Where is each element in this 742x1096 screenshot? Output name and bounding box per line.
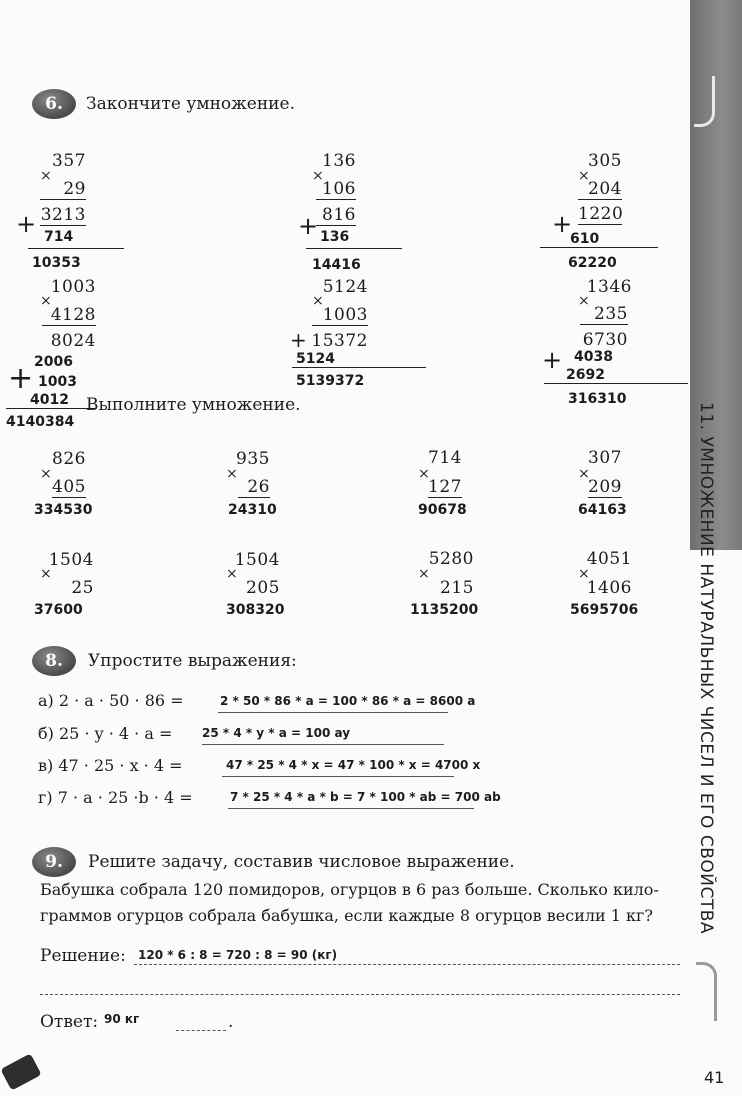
multiplier: 235 bbox=[580, 304, 628, 325]
multiplicand: 305 bbox=[588, 151, 622, 171]
partial-product: 8024 bbox=[50, 331, 96, 351]
times-sign: × bbox=[312, 168, 324, 184]
bracket-decoration bbox=[694, 76, 715, 127]
plus-sign: + bbox=[542, 346, 563, 374]
task-heading: Выполните умножение. bbox=[86, 395, 301, 415]
answer-line bbox=[176, 1030, 226, 1031]
product-result: 14416 bbox=[312, 257, 361, 273]
sum-line bbox=[6, 408, 96, 409]
partial-product: 136 bbox=[320, 229, 350, 245]
partial-product: 2006 bbox=[34, 354, 73, 370]
product-result: 62220 bbox=[568, 255, 617, 271]
times-sign: × bbox=[418, 566, 430, 582]
task-text: граммов огурцов собрала бабушка, если каждые 8 огурцов весили 1 кг? bbox=[40, 906, 654, 925]
times-sign: × bbox=[40, 466, 52, 482]
multiplier: 209 bbox=[588, 477, 622, 497]
multiplicand: 714 bbox=[428, 448, 462, 468]
task-number-badge: 9. bbox=[32, 847, 76, 877]
sum-line bbox=[540, 247, 658, 248]
plus-sign: + bbox=[16, 210, 37, 238]
product-result: 308320 bbox=[226, 602, 285, 618]
partial-product: 2692 bbox=[566, 367, 605, 383]
times-sign: × bbox=[226, 566, 238, 582]
times-sign: × bbox=[578, 168, 590, 184]
answer-line bbox=[134, 964, 680, 965]
product-result: 64163 bbox=[578, 502, 627, 518]
answer-line bbox=[222, 776, 454, 777]
multiplicand: 5280 bbox=[428, 549, 474, 569]
answer-period: . bbox=[228, 1012, 234, 1032]
partial-product: 6730 bbox=[582, 330, 628, 350]
times-sign: × bbox=[40, 168, 52, 184]
sum-line bbox=[292, 367, 426, 368]
partial-product: 1003 bbox=[38, 374, 77, 390]
multiplier: 106 bbox=[316, 179, 356, 200]
times-sign: × bbox=[578, 466, 590, 482]
task-heading: Упростите выражения: bbox=[88, 651, 297, 671]
partial-product: 15372 bbox=[311, 331, 368, 351]
multiplicand: 1346 bbox=[586, 277, 632, 297]
expression-a-answer: 2 * 50 * 86 * a = 100 * 86 * a = 8600 a bbox=[220, 694, 476, 708]
multiplier: 205 bbox=[246, 578, 280, 598]
task-number-badge: 8. bbox=[32, 646, 76, 676]
solution-answer: 120 * 6 : 8 = 720 : 8 = 90 (кг) bbox=[138, 948, 338, 962]
task-text: Бабушка собрала 120 помидоров, огурцов в 6 раз больше. Сколько кило- bbox=[40, 880, 659, 899]
task-number-badge: 6. bbox=[32, 89, 76, 119]
multiplicand: 307 bbox=[588, 448, 622, 468]
expression-d-answer: 7 * 25 * 4 * a * b = 7 * 100 * ab = 700 ab bbox=[230, 790, 501, 804]
sum-line bbox=[544, 383, 688, 384]
product-result: 5695706 bbox=[570, 602, 639, 618]
times-sign: × bbox=[226, 466, 238, 482]
multiplicand: 1504 bbox=[48, 550, 94, 570]
partial-product: 714 bbox=[44, 229, 74, 245]
task-heading: Решите задачу, составив числовое выражение. bbox=[88, 852, 515, 872]
bracket-decoration-bottom bbox=[696, 962, 717, 1021]
chapter-title: 11. УМНОЖЕНИЕ НАТУРАЛЬНЫХ ЧИСЕЛ И ЕГО СВОЙСТВА bbox=[696, 402, 716, 935]
product-result: 334530 bbox=[34, 502, 93, 518]
times-sign: × bbox=[418, 466, 430, 482]
times-sign: × bbox=[578, 566, 590, 582]
solution-label: Решение: bbox=[40, 946, 126, 966]
partial-product: 1220 bbox=[578, 204, 624, 224]
times-sign: × bbox=[40, 293, 52, 309]
answer-line bbox=[228, 808, 474, 809]
times-sign: × bbox=[40, 566, 52, 582]
multiplicand: 357 bbox=[52, 151, 86, 171]
expression-d: г) 7 · a · 25 ·b · 4 = bbox=[38, 788, 193, 807]
multiplicand: 136 bbox=[322, 151, 356, 171]
partial-product: 5124 bbox=[296, 351, 335, 367]
answer-line bbox=[40, 994, 680, 995]
partial-product: 610 bbox=[570, 231, 600, 247]
multiplier: 29 bbox=[40, 179, 86, 200]
multiplicand: 1003 bbox=[50, 277, 96, 297]
multiplicand: 826 bbox=[52, 449, 86, 469]
sum-line bbox=[306, 248, 402, 249]
plus-sign: + bbox=[290, 328, 307, 352]
multiplier: 127 bbox=[428, 477, 462, 497]
times-sign: × bbox=[578, 293, 590, 309]
partial-product: 3213 bbox=[40, 205, 86, 225]
multiplier: 1003 bbox=[312, 305, 368, 326]
multiplicand: 4051 bbox=[586, 549, 632, 569]
partial-product: 4038 bbox=[574, 349, 613, 365]
answer-line bbox=[202, 744, 444, 745]
task-heading: Закончите умножение. bbox=[86, 94, 295, 114]
publisher-logo bbox=[0, 1053, 41, 1090]
multiplier: 405 bbox=[52, 477, 86, 497]
product-result: 37600 bbox=[34, 602, 83, 618]
multiplier: 4128 bbox=[42, 305, 96, 326]
answer-line bbox=[218, 712, 448, 713]
expression-b-answer: 25 * 4 * y * a = 100 ay bbox=[202, 726, 351, 740]
product-result: 316310 bbox=[568, 391, 627, 407]
sum-line bbox=[28, 248, 124, 249]
expression-a: а) 2 · a · 50 · 86 = bbox=[38, 691, 184, 710]
multiplicand: 935 bbox=[236, 449, 270, 469]
partial-product: 4012 bbox=[30, 392, 69, 408]
multiplicand: 1504 bbox=[234, 550, 280, 570]
multiplier: 1406 bbox=[586, 578, 632, 598]
page-number: 41 bbox=[704, 1068, 725, 1087]
product-result: 90678 bbox=[418, 502, 467, 518]
plus-sign: + bbox=[552, 210, 573, 238]
plus-sign: + bbox=[8, 361, 34, 396]
times-sign: × bbox=[312, 293, 324, 309]
product-result: 5139372 bbox=[296, 373, 365, 389]
product-result: 24310 bbox=[228, 502, 277, 518]
partial-product: 816 bbox=[316, 205, 356, 226]
product-result: 1135200 bbox=[410, 602, 479, 618]
multiplier: 26 bbox=[238, 477, 270, 498]
product-result: 10353 bbox=[32, 255, 81, 271]
answer-label: Ответ: bbox=[40, 1012, 99, 1032]
product-result: 4140384 bbox=[6, 414, 75, 430]
expression-c: в) 47 · 25 · x · 4 = bbox=[38, 756, 183, 775]
plus-sign: + bbox=[298, 212, 319, 240]
multiplier: 204 bbox=[578, 179, 622, 200]
final-answer: 90 кг bbox=[104, 1012, 140, 1026]
multiplier: 25 bbox=[71, 578, 94, 598]
multiplicand: 5124 bbox=[322, 277, 368, 297]
expression-c-answer: 47 * 25 * 4 * x = 47 * 100 * x = 4700 x bbox=[226, 758, 481, 772]
multiplier: 215 bbox=[440, 578, 474, 598]
expression-b: б) 25 · y · 4 · a = bbox=[38, 724, 173, 743]
